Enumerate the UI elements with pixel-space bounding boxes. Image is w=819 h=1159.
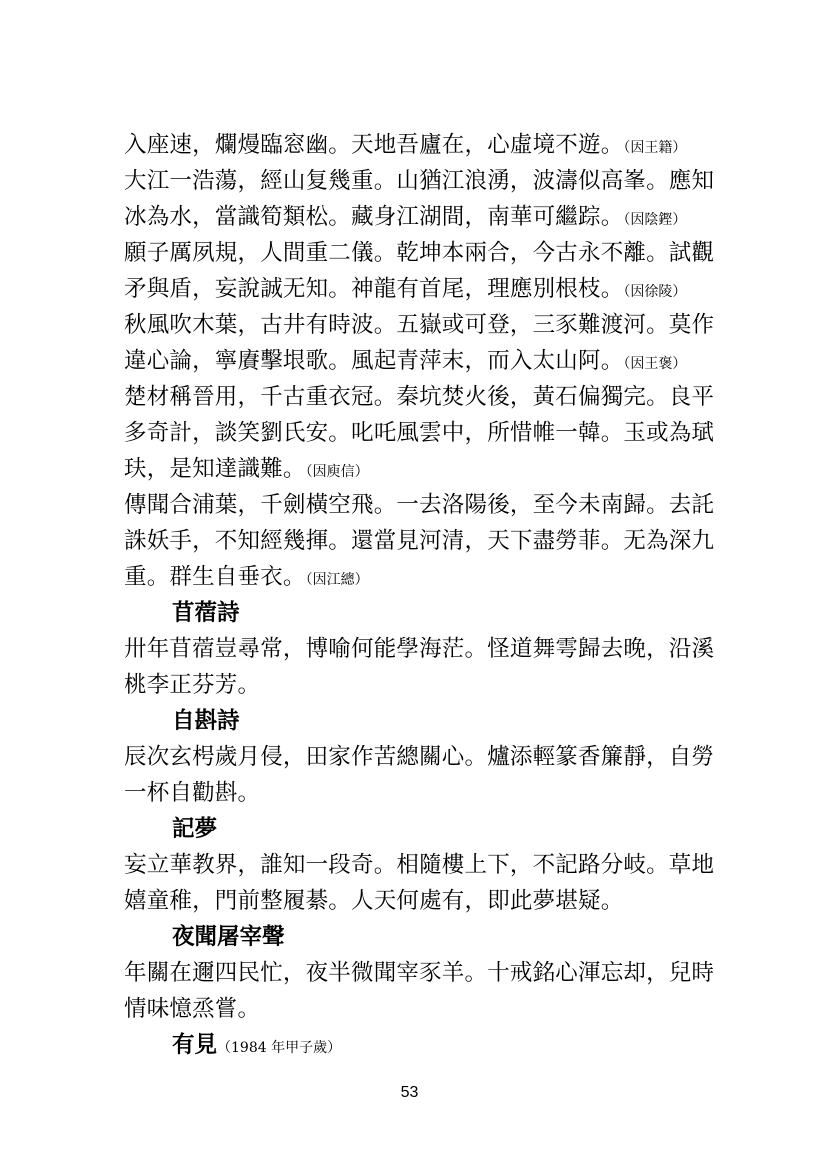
attribution-note: （因江總） <box>305 572 369 588</box>
poem-title <box>124 703 728 739</box>
text-line <box>124 667 728 703</box>
line-text: 楚材稱晉用，千古重衣冠。秦坑焚火後，黃石偏獨完。良平 <box>124 384 715 410</box>
line-text: 秋風吹木葉，古井有時波。五嶽或可登，三豕難渡河。莫作 <box>124 312 715 338</box>
page-number: 53 <box>400 1084 419 1101</box>
text-line <box>124 307 728 343</box>
text-line <box>124 847 728 883</box>
line-text: 嬉童稚，門前整履綦。人天何處有，即此夢堪疑。 <box>124 888 624 914</box>
attribution-note: （因陰鏗） <box>623 212 687 228</box>
line-text: 桃李正芬芳。 <box>124 672 261 698</box>
text-line <box>124 235 728 271</box>
line-text: 誅妖手，不知經幾揮。還當見河清，天下盡勞菲。无為深九 <box>124 528 715 554</box>
text-line <box>124 199 728 235</box>
attribution-note: （因庾信） <box>305 464 369 480</box>
text-line <box>124 739 728 775</box>
text-line <box>124 559 728 595</box>
poem-body <box>124 127 728 1063</box>
poem-title <box>124 1027 728 1063</box>
line-text: 妄立華教界，誰知一段奇。相隨樓上下，不記路分岐。草地 <box>124 852 715 878</box>
line-text: 卅年苜蓿豈尋常，博喻何能學海茫。怪道舞雩歸去晚，沿溪 <box>124 636 715 662</box>
text-line <box>124 775 728 811</box>
poem-title <box>124 919 728 955</box>
line-text: 冰為水，當識筍類松。藏身江湖間，南華可繼踪。 <box>124 204 624 230</box>
poem-title-text: 有見 <box>172 1032 218 1058</box>
poem-title-text: 苜蓿詩 <box>172 600 240 626</box>
poem-title <box>124 595 728 631</box>
text-line <box>124 271 728 307</box>
attribution-note: （因王籍） <box>623 140 687 156</box>
line-text: 重。群生自垂衣。 <box>124 564 306 590</box>
text-line <box>124 163 728 199</box>
line-text: 一杯自勸斟。 <box>124 780 261 806</box>
text-line <box>124 955 728 991</box>
poem-title-text: 夜聞屠宰聲 <box>172 924 285 950</box>
line-text: 矛與盾，妄說誠无知。神龍有首尾，理應別根枝。 <box>124 276 624 302</box>
text-line <box>124 991 728 1027</box>
poem-title-text: 自斟詩 <box>172 708 240 734</box>
line-text: 辰次玄枵歲月侵，田家作苦總關心。爐添輕篆香簾靜，自勞 <box>124 744 715 770</box>
line-text: 多奇計，談笑劉氏安。叱吒風雲中，所惜帷一韓。玉或為珷 <box>124 420 715 446</box>
text-line <box>124 379 728 415</box>
line-text: 大江一浩蕩，經山复幾重。山猶江浪湧，波濤似高峯。應知 <box>124 168 715 194</box>
text-line <box>124 451 728 487</box>
line-text: 入座速，爛熳臨窓幽。天地吾廬在，心虛境不遊。 <box>124 132 624 158</box>
line-text: 情味憶烝嘗。 <box>124 996 261 1022</box>
line-text: 年關在邇四民忙，夜半微聞宰豕羊。十戒銘心渾忘却，兒時 <box>124 960 715 986</box>
text-line <box>124 487 728 523</box>
line-text: 傳聞合浦葉，千劍橫空飛。一去洛陽後，至今未南歸。去託 <box>124 492 715 518</box>
text-line <box>124 415 728 451</box>
line-text: 違心論，寧賡擊垠歌。風起青萍末，而入太山阿。 <box>124 348 624 374</box>
text-line <box>124 631 728 667</box>
poem-title-text: 記夢 <box>172 816 218 842</box>
line-text: 願子厲夙規，人間重二儀。乾坤本兩合，今古永不離。試觀 <box>124 240 715 266</box>
attribution-note: （因王褒） <box>623 356 687 372</box>
poem-title <box>124 811 728 847</box>
attribution-note: （因徐陵） <box>623 284 687 300</box>
text-line <box>124 343 728 379</box>
text-line <box>124 523 728 559</box>
text-line <box>124 127 728 163</box>
text-line <box>124 883 728 919</box>
attribution-note: （1984 年甲子歲） <box>217 1040 342 1056</box>
line-text: 玞，是知達識難。 <box>124 456 306 482</box>
